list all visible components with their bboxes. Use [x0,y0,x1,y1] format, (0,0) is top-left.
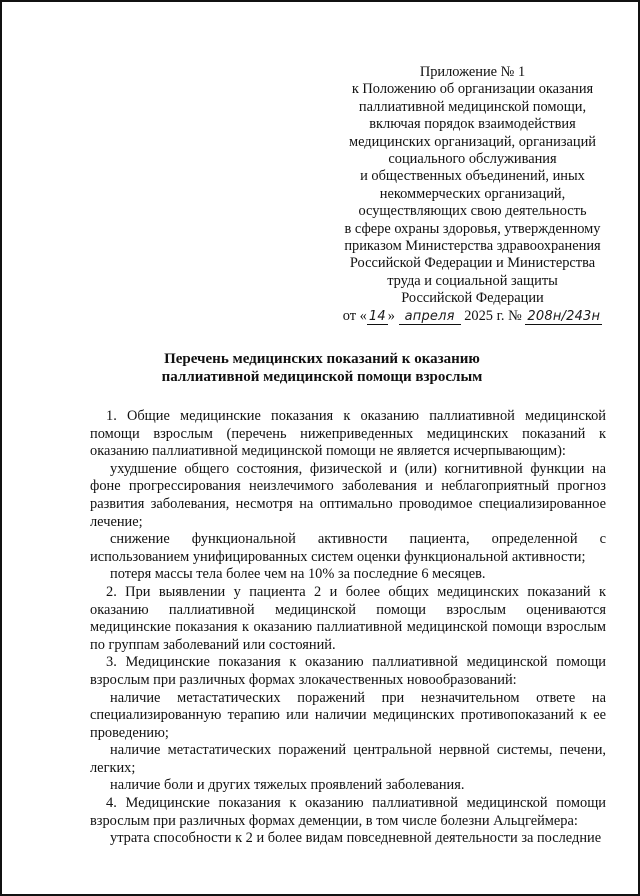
annex-line: паллиативной медицинской помощи, [358,98,587,115]
annex-line: некоммерческих организаций, [379,185,566,202]
annex-line: медицинских организаций, организаций [348,133,596,150]
list-item: снижение функциональной активности пациента, определенной с использованием унифицированных систем оценки функциональной активности; [90,531,606,565]
annex-line: включая порядок взаимодействия [369,116,576,133]
order-date-line [320,308,625,325]
list-item: потеря массы тела более чем на 10% за последние 6 месяцев. [110,566,486,583]
date-year: 2025 г. № [464,307,522,324]
annex-line: к Положению об организации оказания [351,81,594,98]
list-item: наличие метастатических поражений при незначительном ответе на специализированную терапию или наличии медицинских противопоказаний к ее проведению; [90,689,606,741]
annex-line: труда и социальной защиты [387,272,558,289]
paragraph-4: 4. Медицинские показания к оказанию паллиативной медицинской помощи взрослым при различных формах деменции, в том числе болезни Альцгеймера: [90,795,606,829]
list-item: утрата способности к 2 и более видам повседневной деятельности за последние [110,830,602,847]
handwritten-order-number: 208н/243н [527,308,601,324]
date-prefix: от « [342,307,367,324]
date-mid: » [387,307,395,324]
annex-line: Российской Федерации и Министерства [349,255,596,272]
annex-line: и общественных объединений, иных [360,168,585,185]
annex-line: Приложение № 1 [419,64,526,80]
list-item: наличие боли и других тяжелых проявлений заболевания. [110,777,465,794]
annex-line: Российской Федерации [401,290,544,307]
document-title [62,350,582,386]
annex-line: социального обслуживания [388,151,557,168]
list-item: ухудшение общего состояния, физической и (или) когнитивной функции на фоне прогрессирования неизлечимого заболевания и неблагоприятный прогноз развития заболевания, несмотря на оптимально проводимое специализированное лечение; [90,460,606,530]
annex-line: приказом Министерства здравоохранения [344,238,601,255]
document-body [90,408,606,848]
handwritten-day: 14 [368,308,386,324]
title-line-1: Перечень медицинских показаний к оказанию [164,351,480,367]
paragraph-1: 1. Общие медицинские показания к оказанию паллиативной медицинской помощи взрослым (перечень нижеприведенных медицинских показаний к оказанию паллиативной медицинской помощи не является исчерпывающим): [90,408,606,460]
annex-line: осуществляющих свою деятельность [358,203,587,220]
handwritten-month: апреля [399,310,461,325]
annex-line: в сфере охраны здоровья, утвержденному [344,220,601,237]
annex-header [320,64,625,325]
list-item: наличие метастатических поражений центральной нервной системы, печени, легких; [90,742,606,776]
title-line-2: паллиативной медицинской помощи взрослым [161,369,483,385]
paragraph-3: 3. Медицинские показания к оказанию паллиативной медицинской помощи взрослым при различных формах злокачественных новообразований: [90,654,606,688]
paragraph-2: 2. При выявлении у пациента 2 и более общих медицинских показаний к оказанию паллиативной медицинской помощи взрослым оцениваются медицинские показания к оказанию паллиативной медицинской помощи взрослым по группам заболеваний или состояний. [90,583,606,653]
